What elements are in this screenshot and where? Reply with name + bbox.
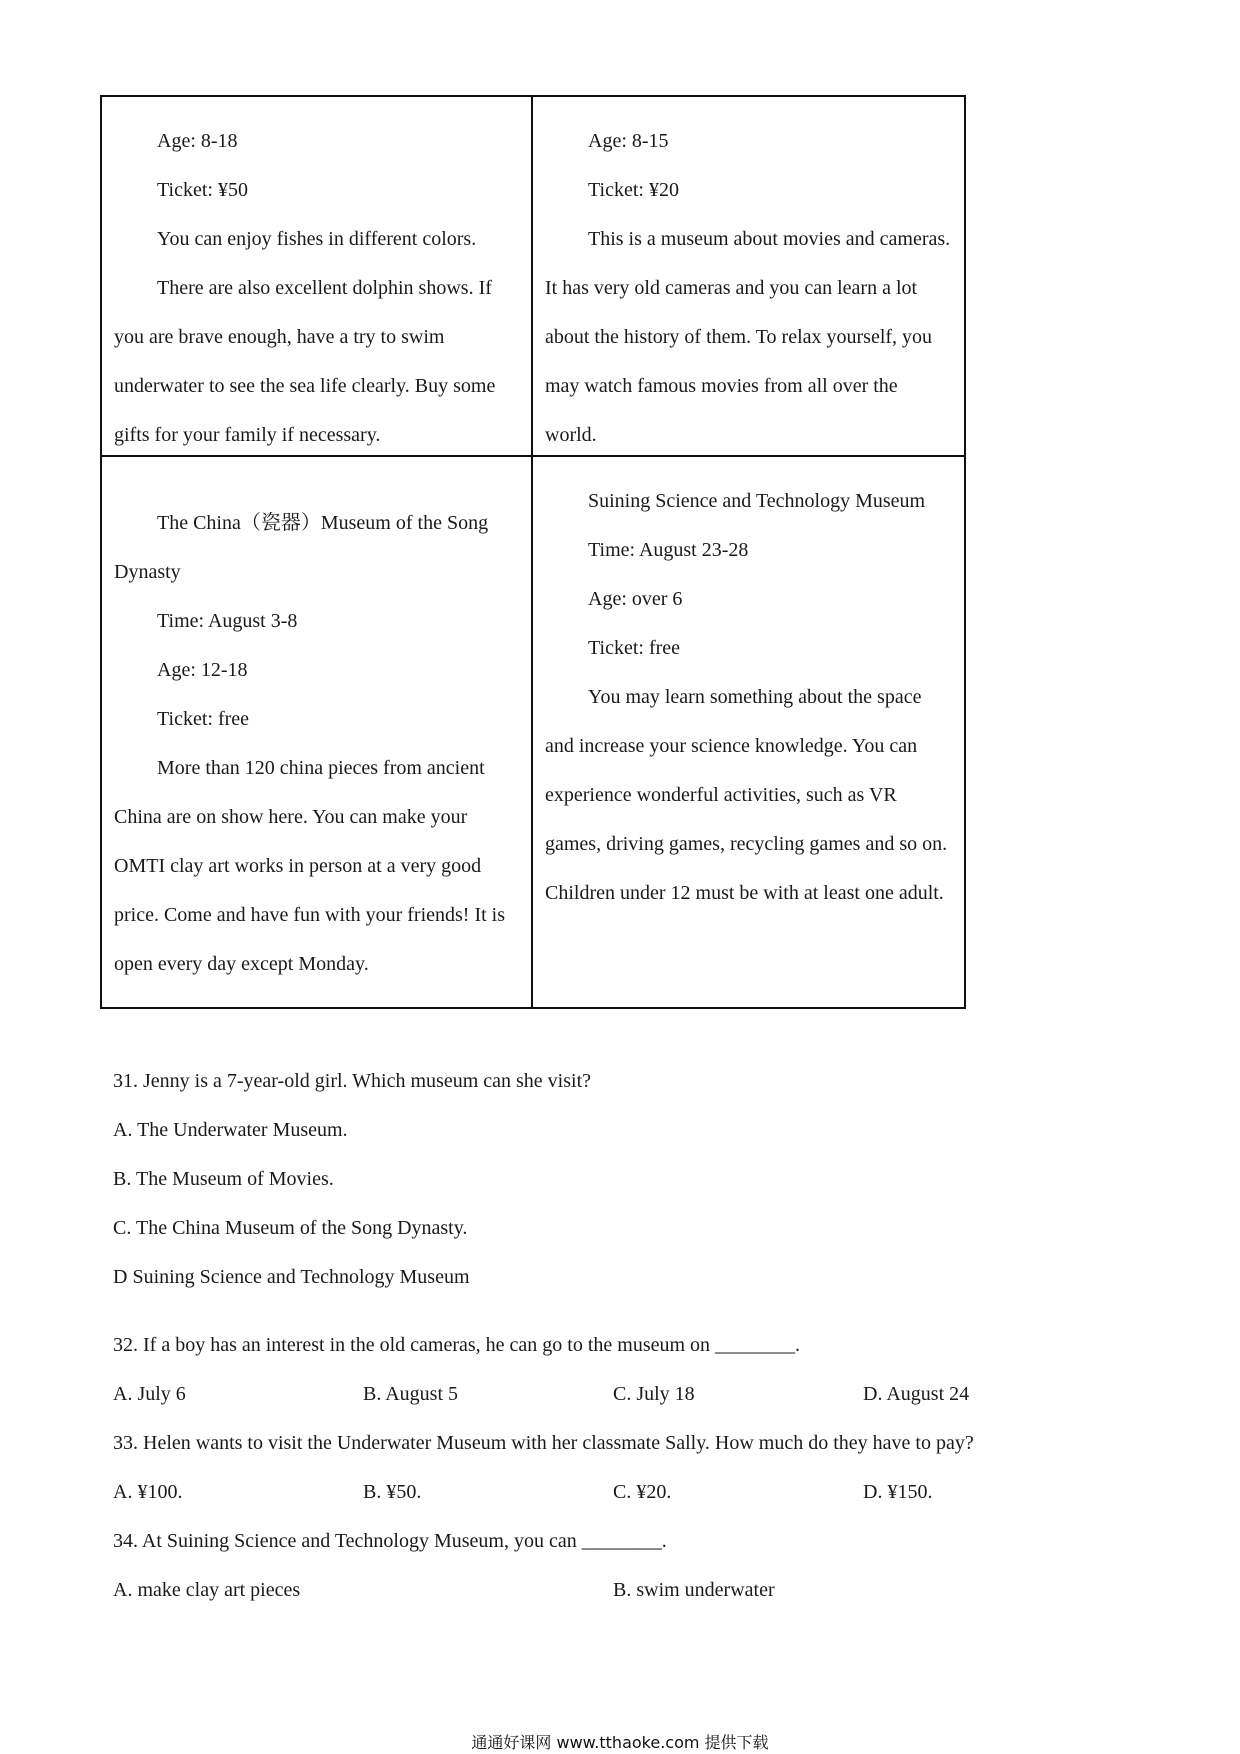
question-32-options [113, 1375, 1113, 1424]
question-31-option-d: D Suining Science and Technology Museum [113, 1266, 470, 1288]
question-33-option-a: A. ¥100. [113, 1481, 183, 1503]
question-32-option-d: D. August 24 [863, 1383, 970, 1405]
china-para1: More than 120 china pieces from ancient China are on show here. You can make your OMTI clay art works in person at a very good price. Come and have fun with your friends! It is open every day except Monday. [114, 757, 506, 975]
movies-ticket: Ticket: ¥20 [588, 179, 679, 201]
underwater-age: Age: 8-18 [157, 130, 238, 152]
china-time: Time: August 3-8 [157, 610, 298, 632]
question-33-option-d: D. ¥150. [863, 1481, 933, 1503]
question-32-option-a: A. July 6 [113, 1383, 186, 1405]
movies-museum-cell [533, 97, 964, 457]
question-34-option-b: B. swim underwater [613, 1579, 775, 1601]
question-31-stem: 31. Jenny is a 7-year-old girl. Which museum can she visit? [113, 1070, 592, 1092]
question-34-option-a: A. make clay art pieces [113, 1579, 301, 1601]
question-34-stem: 34. At Suining Science and Technology Museum, you can ________. [113, 1530, 667, 1552]
movies-para1: This is a museum about movies and cameras. It has very old cameras and you can learn a lot about the history of them. To relax yourself, you may watch famous movies from all over the world. [545, 228, 951, 446]
china-age: Age: 12-18 [157, 659, 248, 681]
page-footer: 通通好课网 www.tthaoke.com 提供下载 [471, 1733, 769, 1752]
question-34-options [113, 1571, 1113, 1620]
question-32-option-b: B. August 5 [363, 1383, 459, 1405]
museum-table [100, 95, 966, 1009]
underwater-museum-cell [102, 97, 533, 457]
question-33-options [113, 1473, 1113, 1522]
science-museum-cell [533, 457, 964, 1007]
china-ticket: Ticket: free [157, 708, 250, 730]
underwater-para2: There are also excellent dolphin shows. If you are brave enough, have a try to swim underwater to see the sea life clearly. Buy some gifts for your family if necessary. [114, 277, 496, 446]
underwater-para1: You can enjoy fishes in different colors. [157, 228, 477, 250]
science-age: Age: over 6 [588, 588, 683, 610]
movies-age: Age: 8-15 [588, 130, 669, 152]
china-title: The China（瓷器）Museum of the Song Dynasty [114, 512, 489, 583]
question-33-option-c: C. ¥20. [613, 1481, 672, 1503]
question-33-stem: 33. Helen wants to visit the Underwater Museum with her classmate Sally. How much do they have to pay? [113, 1432, 974, 1454]
science-time: Time: August 23-28 [588, 539, 749, 561]
science-ticket: Ticket: free [588, 637, 681, 659]
china-museum-cell [102, 457, 533, 1007]
question-31-option-b: B. The Museum of Movies. [113, 1168, 334, 1190]
question-32-option-c: C. July 18 [613, 1383, 695, 1405]
question-32-stem: 32. If a boy has an interest in the old cameras, he can go to the museum on ________. [113, 1334, 801, 1356]
science-para1: You may learn something about the space and increase your science knowledge. You can experience wonderful activities, such as VR games, driving games, recycling games and so on. Children under 12 must be with at least one adult. [545, 686, 948, 904]
science-title: Suining Science and Technology Museum [588, 490, 926, 512]
question-33-option-b: B. ¥50. [363, 1481, 422, 1503]
questions-section [113, 1062, 1113, 1620]
question-31-option-c: C. The China Museum of the Song Dynasty. [113, 1217, 468, 1239]
underwater-ticket: Ticket: ¥50 [157, 179, 248, 201]
question-31-option-a: A. The Underwater Museum. [113, 1119, 348, 1141]
